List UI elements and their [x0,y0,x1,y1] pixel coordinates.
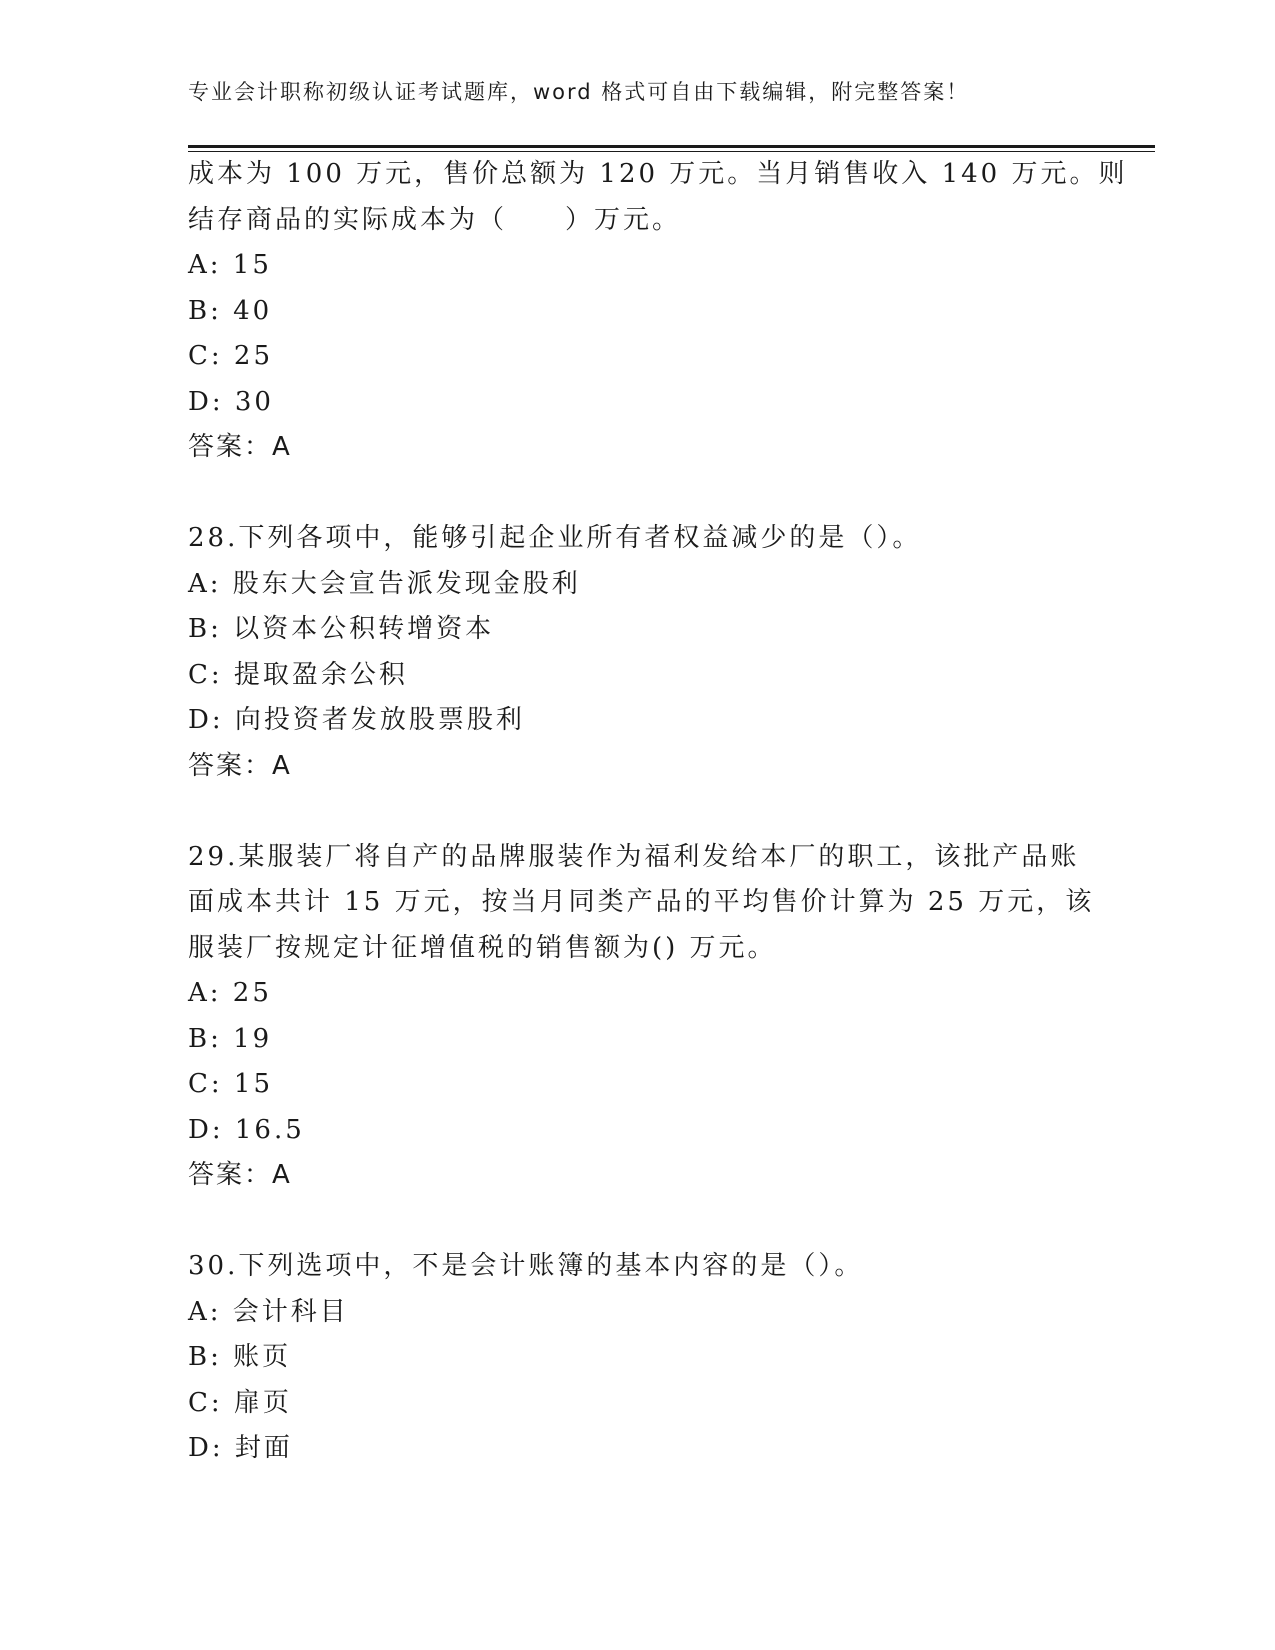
question-28 [188,516,1088,789]
option-a: A: 会计科目 [188,1296,349,1327]
option-c: C: 扉页 [188,1387,292,1418]
question-stem: 29.某服装厂将自产的品牌服装作为福利发给本厂的职工，该批产品账 [188,841,1080,872]
option-c: C: 提取盈余公积 [188,659,408,690]
option-b: B: 账页 [188,1342,292,1372]
spacer [188,789,1088,835]
option-b: B: 40 [188,295,273,326]
option-c: C: 15 [188,1069,274,1099]
question-29 [188,835,1095,1199]
option-d: D: 向投资者发放股票股利 [188,705,525,735]
answer-label: 答案：A [188,750,292,781]
option-b: B: 19 [188,1023,273,1054]
question-stem: 结存商品的实际成本为（ ）万元。 [188,204,682,235]
option-a: A: 股东大会宣告派发现金股利 [188,568,581,599]
question-stem: 服装厂按规定计征增值税的销售额为() 万元。 [188,932,777,963]
question-stem: 面成本共计 15 万元，按当月同类产品的平均售价计算为 25 万元，该 [188,887,1095,917]
option-b: B: 以资本公积转增资本 [188,614,495,644]
question-30 [188,1244,1088,1472]
question-stem: 成本为 100 万元，售价总额为 120 万元。当月销售收入 140 万元。则 [188,159,1128,189]
option-d: D: 16.5 [188,1114,305,1145]
header-rule-thick [188,145,1155,148]
answer-label: 答案：A [188,1160,292,1190]
document-body [188,152,1128,1472]
question-stem: 30.下列选项中，不是会计账簿的基本内容的是（）。 [188,1251,864,1281]
option-a: A: 25 [188,978,272,1008]
option-d: D: 30 [188,386,274,417]
answer-label: 答案：A [188,432,292,462]
spacer [188,471,1088,517]
question-27 [188,152,1128,471]
option-a: A: 15 [188,250,272,280]
option-c: C: 25 [188,341,274,371]
question-stem: 28.下列各项中，能够引起企业所有者权益减少的是（）。 [188,523,922,553]
option-d: D: 封面 [188,1433,293,1463]
spacer [188,1199,1088,1245]
page-header: 专业会计职称初级认证考试题库，word 格式可自由下载编辑，附完整答案！ [188,80,970,104]
